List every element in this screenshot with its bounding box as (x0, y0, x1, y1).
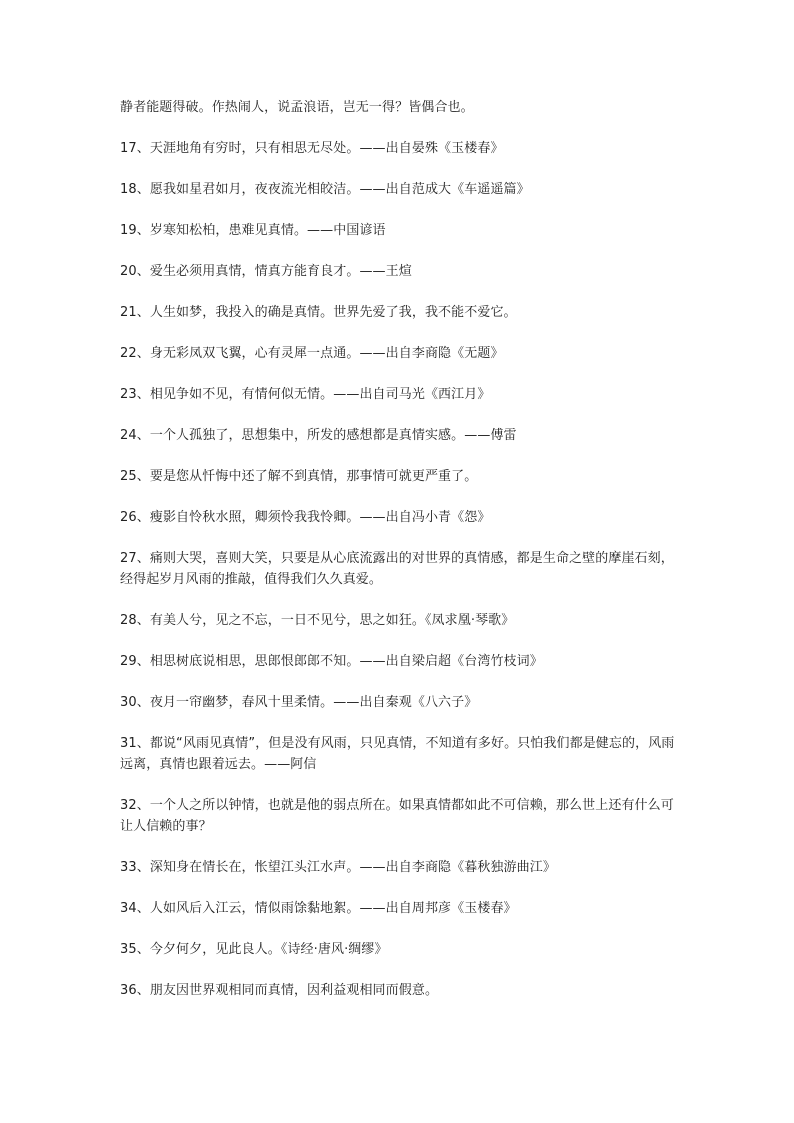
quote-item-27: 27、痛则大哭，喜则大笑，只要是从心底流露出的对世界的真情感，都是生命之壁的摩崖石刻，经得起岁月风雨的推敲，值得我们久久真爱。 (120, 551, 674, 587)
quote-item-23: 23、相见争如不见，有情何似无情。——出自司马光《西江月》 (120, 387, 491, 402)
quote-item-28: 28、有美人兮，见之不忘，一日不见兮，思之如狂。《凤求凰·琴歌》 (120, 613, 515, 628)
quote-item-17: 17、天涯地角有穷时，只有相思无尽处。——出自晏殊《玉楼春》 (120, 141, 504, 156)
quote-item-22: 22、身无彩凤双飞翼，心有灵犀一点通。——出自李商隐《无题》 (120, 346, 504, 361)
quote-item-32: 32、一个人之所以钟情，也就是他的弱点所在。如果真情都如此不可信赖，那么世上还有什么可让人信赖的事？ (120, 798, 674, 834)
quote-item-26: 26、瘦影自怜秋水照，卿须怜我我怜卿。——出自冯小青《怨》 (120, 510, 491, 525)
quote-item-24: 24、一个人孤独了，思想集中，所发的感想都是真情实感。——傅雷 (120, 428, 517, 443)
quote-item-19: 19、岁寒知松柏，患难见真情。——中国谚语 (120, 223, 386, 238)
paragraph-continuation: 静者能题得破。作热闹人，说孟浪语，岂无一得？皆偶合也。 (120, 100, 474, 115)
quote-item-36: 36、朋友因世界观相同而真情，因利益观相同而假意。 (120, 983, 439, 998)
quote-item-34: 34、人如风后入江云，情似雨馀黏地絮。——出自周邦彦《玉楼春》 (120, 901, 517, 916)
quote-item-25: 25、要是您从忏悔中还了解不到真情，那事情可就更严重了。 (120, 469, 478, 484)
quote-item-30: 30、夜月一帘幽梦，春风十里柔情。——出自秦观《八六子》 (120, 695, 478, 710)
document-body (120, 97, 680, 1021)
quote-item-20: 20、爱生必须用真情，情真方能育良才。——王煊 (120, 264, 412, 279)
quote-item-35: 35、今夕何夕，见此良人。《诗经·唐风·绸缪》 (120, 942, 388, 957)
quote-item-31: 31、都说“风雨见真情”，但是没有风雨，只见真情，不知道有多好。只怕我们都是健忘的，风雨远离，真情也跟着远去。——阿信 (120, 736, 675, 772)
quote-item-33: 33、深知身在情长在，怅望江头江水声。——出自李商隐《暮秋独游曲江》 (120, 860, 556, 875)
quote-item-18: 18、愿我如星君如月，夜夜流光相皎洁。——出自范成大《车遥遥篇》 (120, 182, 530, 197)
quote-item-29: 29、相思树底说相思，思郎恨郎郎不知。——出自梁启超《台湾竹枝词》 (120, 654, 543, 669)
quote-item-21: 21、人生如梦，我投入的确是真情。世界先爱了我，我不能不爱它。 (120, 305, 517, 320)
